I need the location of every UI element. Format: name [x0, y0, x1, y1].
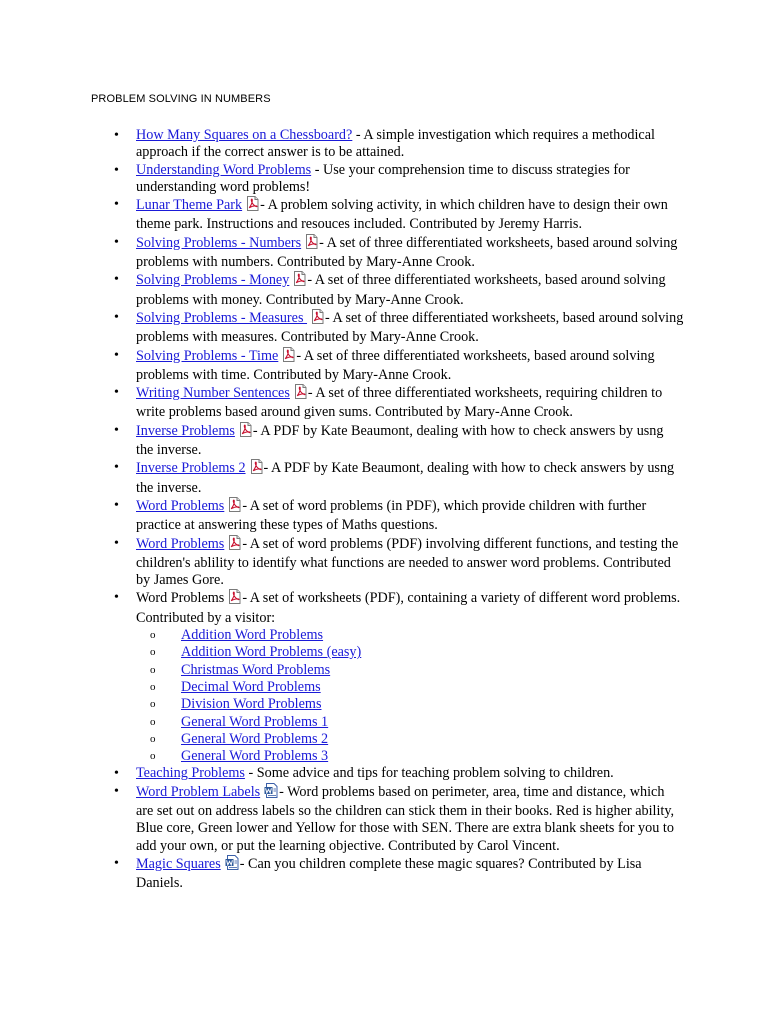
sub-list-item	[181, 644, 684, 661]
resource-link[interactable]: Solving Problems - Money	[136, 272, 290, 289]
resource-description: - A set of worksheets (PDF), containing a variety of different word problems. Contributed by a visitor:	[136, 590, 681, 626]
sub-resource-link[interactable]: General Word Problems 1	[181, 713, 329, 730]
list-item	[136, 783, 684, 855]
resource-link[interactable]: Inverse Problems	[136, 422, 235, 439]
pdf-icon[interactable]	[250, 459, 263, 479]
sub-list-item	[181, 731, 684, 748]
resource-description: - A set of three differentiated worksheets, based around solving problems with time. Contributed by Mary-Anne Crook.	[136, 347, 655, 383]
list-item	[136, 459, 684, 497]
list-item	[136, 196, 684, 234]
resource-description: - A set of three differentiated worksheets, based around solving problems with numbers. Contributed by Mary-Anne Crook.	[136, 234, 678, 271]
resource-link[interactable]: Lunar Theme Park	[136, 197, 243, 214]
sub-resource-link[interactable]: Addition Word Problems	[181, 627, 324, 644]
sub-resource-link[interactable]: Decimal Word Problems	[181, 678, 321, 695]
sub-resource-link[interactable]: Division Word Problems	[181, 696, 322, 713]
resource-link[interactable]: Solving Problems - Numbers	[136, 234, 302, 251]
list-item	[136, 589, 684, 765]
resource-description: - Word problems based on perimeter, area, time and distance, which are set out on address labels so the children can stick them in their books. Red is higher ability, Blue core, Green lower and Yellow for those with SEN. There are extra blank sheets for you to add your own, or put the learning objective. Contributed by Carol Vincent.	[136, 783, 675, 854]
resource-link[interactable]: Inverse Problems 2	[136, 460, 246, 477]
list-item	[136, 347, 684, 385]
sub-resource-link[interactable]: Addition Word Problems (easy)	[181, 644, 362, 661]
list-item	[136, 162, 684, 197]
resource-description: - A set of word problems (PDF) involving different functions, and testing the children's ablility to identify what functions are needed to answer word problems. Contributed by James Gore.	[136, 535, 679, 589]
sub-list	[136, 627, 684, 765]
pdf-icon[interactable]	[311, 309, 324, 329]
resource-link[interactable]: Word Problems	[136, 497, 225, 514]
resource-description: - A PDF by Kate Beaumont, dealing with how to check answers by usng the inverse.	[136, 460, 675, 496]
list-item	[136, 309, 684, 347]
resource-description: - A set of three differentiated worksheets, based around solving problems with measures. Contributed by Mary-Anne Crook.	[136, 309, 684, 346]
list-item	[136, 855, 684, 893]
resource-description: - A simple investigation which requires a methodical approach if the correct answer is to be attained.	[136, 127, 655, 161]
resource-description: - Can you children complete these magic squares? Contributed by Lisa Daniels.	[136, 855, 642, 892]
pdf-icon[interactable]	[293, 271, 306, 291]
pdf-icon[interactable]	[246, 196, 259, 216]
pdf-icon[interactable]	[305, 234, 318, 254]
resource-link[interactable]: Solving Problems - Time	[136, 347, 279, 364]
sub-resource-link[interactable]: Christmas Word Problems	[181, 661, 331, 678]
list-item	[136, 127, 684, 162]
sub-list-item	[181, 627, 684, 644]
resource-description: - A set of three differentiated worksheets, requiring children to write problems based around given sums. Contributed by Mary-Anne Crook.	[136, 385, 663, 421]
resource-link[interactable]: Word Problems	[136, 535, 225, 552]
resource-description: - Use your comprehension time to discuss strategies for understanding word problems!	[136, 161, 630, 195]
resource-description: - A set of word problems (in PDF), which provide children with further practice at answering these types of Maths questions.	[136, 497, 647, 534]
resource-description: - Some advice and tips for teaching problem solving to children.	[244, 765, 614, 782]
resource-link[interactable]: Understanding Word Problems	[136, 161, 312, 178]
page-title: PROBLEM SOLVING IN NUMBERS	[91, 93, 271, 105]
resource-list	[136, 127, 684, 892]
sub-list-item	[181, 714, 684, 731]
sub-list-item	[181, 662, 684, 679]
resource-link[interactable]: How Many Squares on a Chessboard?	[136, 127, 353, 143]
resource-title: Word Problems	[136, 590, 225, 607]
resource-description: - A set of three differentiated worksheets, based around solving problems with money. Contributed by Mary-Anne Crook.	[136, 272, 666, 308]
resource-link[interactable]: Writing Number Sentences	[136, 385, 290, 402]
list-item	[136, 765, 684, 782]
pdf-icon[interactable]	[294, 384, 307, 404]
word-icon[interactable]	[225, 855, 239, 875]
pdf-icon[interactable]	[228, 589, 241, 609]
pdf-icon[interactable]	[228, 535, 241, 555]
word-icon[interactable]	[264, 783, 278, 803]
resource-link[interactable]: Word Problem Labels	[136, 783, 261, 800]
list-item	[136, 535, 684, 590]
list-item	[136, 271, 684, 309]
pdf-icon[interactable]	[282, 347, 295, 367]
list-item	[136, 497, 684, 535]
sub-resource-link[interactable]: General Word Problems 2	[181, 730, 329, 747]
resource-link[interactable]: Teaching Problems	[136, 765, 245, 782]
sub-list-item	[181, 748, 684, 765]
list-item	[136, 234, 684, 272]
resource-link[interactable]: Solving Problems - Measures	[136, 309, 308, 326]
sub-resource-link[interactable]: General Word Problems 3	[181, 748, 329, 765]
list-item	[136, 384, 684, 422]
sub-list-item	[181, 696, 684, 713]
pdf-icon[interactable]	[228, 497, 241, 517]
resource-description: - A problem solving activity, in which children have to design their own theme park. Instructions and resouces included. Contributed by Jeremy Harris.	[136, 197, 668, 233]
resource-description: - A PDF by Kate Beaumont, dealing with how to check answers by usng the inverse.	[136, 422, 664, 459]
resource-link[interactable]: Magic Squares	[136, 855, 221, 872]
sub-list-item	[181, 679, 684, 696]
pdf-icon[interactable]	[239, 422, 252, 442]
list-item	[136, 422, 684, 460]
